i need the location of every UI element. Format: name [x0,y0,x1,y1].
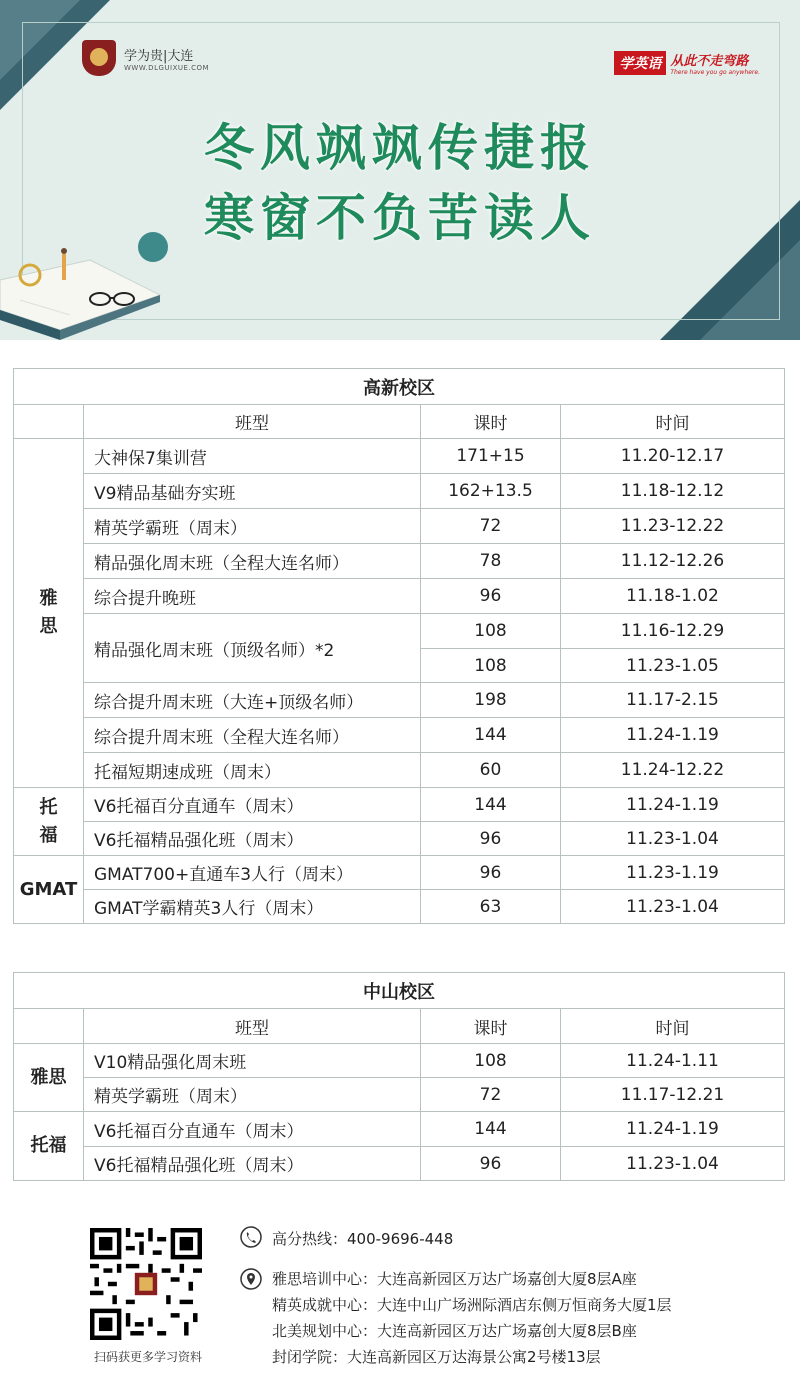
headline-line-2: 寒窗不负苦读人 [204,188,596,247]
header-hours: 课时 [421,405,561,439]
header-time: 时间 [561,405,785,439]
slogan-badge: 学英语 [614,51,666,75]
table-row-name: 大神保7集训营 [84,439,421,474]
phone-icon [240,1226,262,1248]
table-row-time: 11.24-1.11 [561,1044,785,1078]
table-row-time: 11.23-1.04 [561,1147,785,1181]
table-row-hours: 162+13.5 [421,474,561,509]
qr-code-icon[interactable] [90,1228,202,1340]
address-line: 封闭学院：大连高新园区万达海景公寓2号楼13层 [272,1348,601,1366]
table-row-name: 精英学霸班（周末） [84,1078,421,1112]
header-empty-cell [14,1009,84,1044]
table-row-hours: 108 [421,1044,561,1078]
table-row-hours: 108 [421,649,561,683]
header-class-type: 班型 [84,1009,421,1044]
table-row-time: 11.24-1.19 [561,788,785,822]
table-row-hours: 63 [421,890,561,924]
table-row-name: 精英学霸班（周末） [84,509,421,544]
brand-logo[interactable] [82,40,209,76]
qr-caption: 扫码获更多学习资料 [93,1350,202,1364]
table-row-time: 11.17-12.21 [561,1078,785,1112]
table-row-hours: 144 [421,788,561,822]
table-row-hours: 96 [421,1147,561,1181]
table-row-name: GMAT700+直通车3人行（周末） [84,856,421,890]
category-toefl: 托 福 [14,788,84,856]
table-title: 中山校区 [14,973,785,1009]
table-row-hours: 72 [421,1078,561,1112]
table-row-name: V9精品基础夯实班 [84,474,421,509]
glasses-icon [88,292,138,306]
zhongshan-schedule-table [13,972,785,1181]
logo-name: 学为贵|大连 [124,48,194,64]
shield-logo-icon [82,40,116,76]
slogan-main: 从此不走弯路 [670,54,749,69]
table-row-time: 11.18-1.02 [561,579,785,614]
hotline-text[interactable]: 高分热线：400-9696-448 [272,1230,454,1248]
table-row-time: 11.23-1.04 [561,822,785,856]
table-row-name: V6托福精品强化班（周末） [84,822,421,856]
address-line: 雅思培训中心：大连高新园区万达广场嘉创大厦8层A座 [272,1270,637,1288]
table-row-time: 11.24-12.22 [561,753,785,788]
table-row-name: 综合提升周末班（大连+顶级名师） [84,683,421,718]
table-title: 高新校区 [14,369,785,405]
logo-url: WWW.DLGUIXUE.COM [124,63,210,72]
table-row-time: 11.12-12.26 [561,544,785,579]
category-gmat: GMAT [14,856,84,924]
table-row-hours: 78 [421,544,561,579]
header-empty-cell [14,405,84,439]
table-row-hours: 198 [421,683,561,718]
category-toefl: 托福 [14,1112,84,1181]
address-line: 北美规划中心：大连高新园区万达广场嘉创大厦8层B座 [272,1322,637,1340]
headline-line-1: 冬风飒飒传捷报 [204,118,596,177]
table-row-name: V10精品强化周末班 [84,1044,421,1078]
header-hours: 课时 [421,1009,561,1044]
location-pin-icon [240,1268,262,1290]
table-row-time: 11.23-1.05 [561,649,785,683]
table-row-name: 托福短期速成班（周末） [84,753,421,788]
table-row-hours: 96 [421,822,561,856]
slogan-sub: There have you go anywhere. [670,69,760,76]
table-row-time: 11.20-12.17 [561,439,785,474]
table-row-hours: 96 [421,856,561,890]
table-row-hours: 108 [421,614,561,649]
table-row-hours: 144 [421,1112,561,1147]
table-row-time: 11.23-12.22 [561,509,785,544]
table-row-name: V6托福百分直通车（周末） [84,788,421,822]
table-row-time: 11.24-1.19 [561,1112,785,1147]
table-row-time: 11.16-12.29 [561,614,785,649]
header-time: 时间 [561,1009,785,1044]
category-ielts: 雅思 [14,1044,84,1112]
table-row-name: 精品强化周末班（全程大连名师） [84,544,421,579]
table-row-name: 综合提升晚班 [84,579,421,614]
table-row-time: 11.17-2.15 [561,683,785,718]
table-row-time: 11.23-1.19 [561,856,785,890]
table-row-hours: 72 [421,509,561,544]
table-row-name: V6托福精品强化班（周末） [84,1147,421,1181]
globe-icon [138,232,168,262]
table-row-name: GMAT学霸精英3人行（周末） [84,890,421,924]
table-row-name: V6托福百分直通车（周末） [84,1112,421,1147]
table-row-hours: 60 [421,753,561,788]
table-row-time: 11.23-1.04 [561,890,785,924]
slogan [614,50,760,76]
table-row-name: 综合提升周末班（全程大连名师） [84,718,421,753]
header-class-type: 班型 [84,405,421,439]
table-row-name: 精品强化周末班（顶级名师）*2 [84,614,421,683]
table-row-hours: 144 [421,718,561,753]
table-row-time: 11.24-1.19 [561,718,785,753]
table-row-hours: 171+15 [421,439,561,474]
table-row-time: 11.18-12.12 [561,474,785,509]
header-banner [0,0,800,340]
category-ielts: 雅 思 [14,439,84,788]
address-line: 精英成就中心：大连中山广场洲际酒店东侧万恒商务大厦1层 [272,1296,672,1314]
gaoxin-schedule-table [13,368,785,924]
table-row-hours: 96 [421,579,561,614]
